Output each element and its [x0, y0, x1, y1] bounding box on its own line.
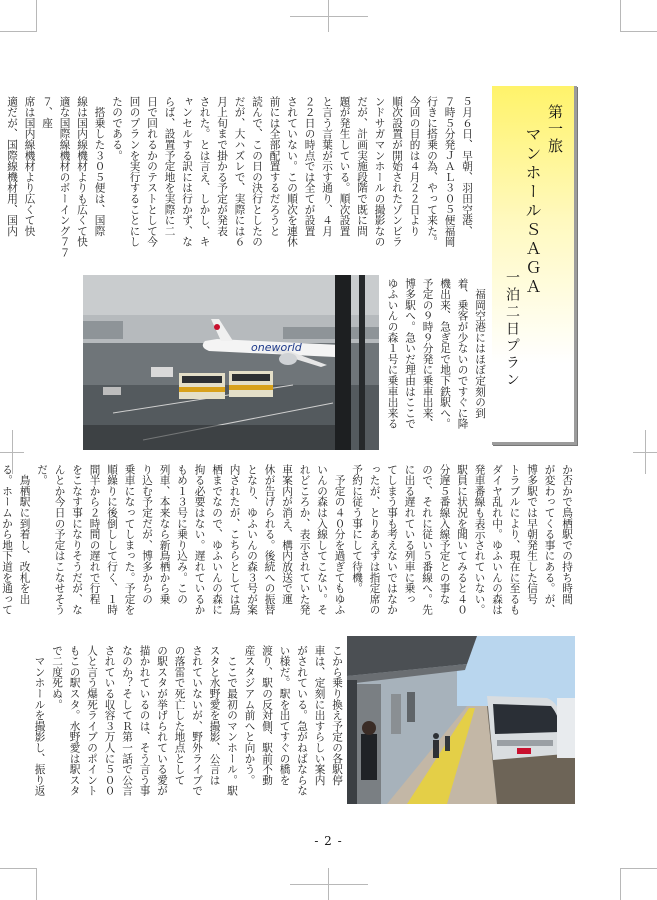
- crop-mark: [620, 868, 621, 900]
- title-subtitle: 一泊二日プラン: [504, 270, 520, 389]
- title-main: マンホールＳＡＧＡ: [523, 126, 542, 297]
- aircraft-livery-text: oneworld: [251, 341, 302, 354]
- airport-photo: [83, 275, 379, 450]
- title-box: [492, 86, 577, 445]
- crop-mark: [290, 16, 368, 17]
- page-number: - 2 -: [314, 834, 343, 848]
- crop-mark: [36, 868, 37, 900]
- title-chapter: 第一旅: [546, 104, 564, 155]
- crop-mark: [36, 0, 37, 32]
- text-column-mid-right: 福岡空港にはほぼ定刻の到 着、乗客が少ないのですぐに降 機出来、急ぎ足で地下鉄駅へ。 予定の９時９分発に乗車出来、 博多駅へ。急いだ理由はここで ゆふいんの森１号に乗車出来る: [386, 278, 486, 430]
- crop-mark: [621, 31, 657, 32]
- text-column-bottom-left: こから乗り換え予定の各駅停 車は、定刻に出すらしい案内 がされている。急がねばならな い様だ。駅を出てすぐの橋を 渡り、駅の反対側、駅前不動 産スタジアム前へと向かう。 ここで最初のマンホール。駅 スタと水野愛を撮影、公言は されていないが、野外ライブで の落雷で死亡した地点として の駅スタが挙げられている愛が 描かれているのは、そう言う事 なのか？そしてＲ第一話で公言 されている収容３万人に５００ 人と言う爆死ライブのポイント もこの駅スタ。水野愛は駅スタ で二度死ぬ。 マンホールを撮影し、振り返: [33, 645, 343, 797]
- text-column-bottom-right: か否かで鳥栖駅での持ち時間 が変わってくる事にある。が、 博多駅では早朝発生した信号 トラブルにより、現在に至るも ダイヤ乱れ中。ゆふいんの森は 発車番線も表示されていない。 駅員に状況を聞いてみると４０ 分遅５番線入線予定との事な ので、それに従い５番線へ。先 に出る遅れている列車に乗っ てしまう事も考えないではなか ったが、とりあえずは指定席の 予約に従う事にして待機。 予定の４０分を過ぎてもゆふ いんの森は入線してこない。そ れどころか、表示されていた発 車案内が消え、構内放送で運 休が告げられる。後続への振替 となり、ゆふいんの森３号が案 内されたが、こちらとしては鳥 栖までなので、ゆふいんの森に 拘る必要はない。遅れているか もめ１３号に乗り込み。この 列車、本来なら新鳥栖から乗 り込む予定だが、博多からの 乗車になってしまった。予定を 順繰りに後倒しして行く、１時 間半から２時間の遅れで行程 をこなす事になりそうだが、な んとか今日の予定はこなせそう だ。 鳥栖駅に到着し、改札を出 る。ホームから地下道を通って: [1, 464, 573, 616]
- crop-mark: [620, 0, 621, 32]
- station-photo: [347, 636, 575, 804]
- crop-mark: [621, 868, 657, 869]
- crop-mark: [645, 430, 646, 474]
- text-column-top-right: ５月６日、早朝、羽田空港、 ７時５分発ＪＡＬ３０５便福岡 行きに搭乗の為、やって来た。 今回の目的は４月２２日より 順次設置が開始されたゾンビラ ンドサガマンホールの撮影なの だが、計画実施段階で既に問 題が発生している。順次設置 と言う言葉が示す通り、４月 ２２日の時点では全てが設置 されていない。この順次を連休 前には全部配置するだろうと 読んで、この日の決行としたの だが、大ハズレで、実際には６ 月上旬まで掛かる予定が発表 された。とは言え、しかし、キ ャンセルする訳には行かず、な らば、設置予定地を実際に二 日で回れるかのテストとして今 回のプランを実行することにし たのである。 搭乗した３０５便は、国際 線は国内線機材よりも広くて快 適な国際線機材のボーイング７７７、座 席は国内線機材より広くて快 適だが、国際線機材用、国内: [6, 96, 473, 258]
- crop-mark: [328, 868, 329, 900]
- crop-mark: [328, 0, 329, 32]
- crop-mark: [0, 868, 36, 869]
- crop-mark: [290, 884, 368, 885]
- crop-mark: [0, 31, 36, 32]
